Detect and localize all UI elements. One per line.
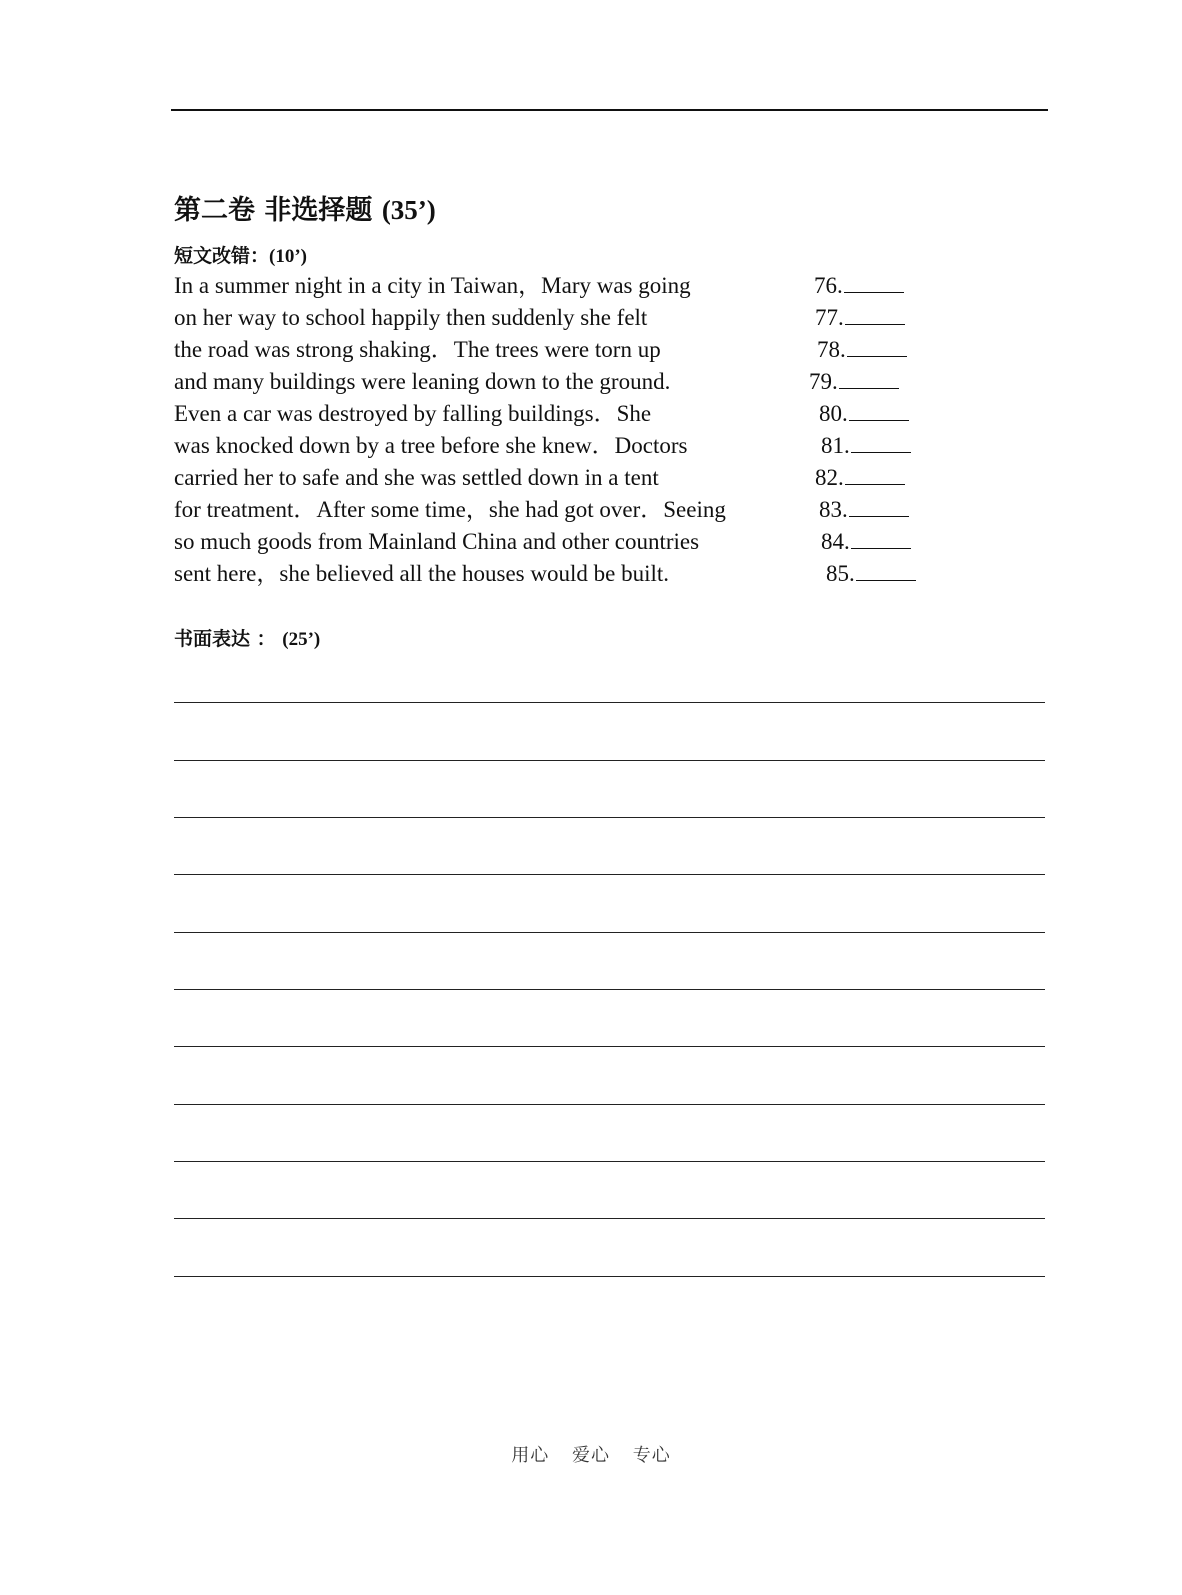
footer-item: 用心 [511, 1445, 550, 1466]
answer-slot [819, 494, 909, 526]
answer-blank[interactable] [839, 366, 899, 389]
answer-slot [819, 398, 909, 430]
passage-line: was knocked down by a tree before she knew．Doctors [174, 433, 688, 458]
answer-number: 76. [814, 273, 843, 298]
answer-blank[interactable] [851, 430, 911, 453]
answer-blank[interactable] [845, 462, 905, 485]
answer-number: 82. [815, 465, 844, 490]
answer-blank[interactable] [856, 558, 916, 581]
answer-number: 79. [809, 369, 838, 394]
passage-line: sent here，she believed all the houses would be built. [174, 561, 670, 586]
answer-number: 85. [826, 561, 855, 586]
writing-line[interactable] [174, 1104, 1045, 1105]
answer-number: 78. [817, 337, 846, 362]
answer-blank[interactable] [849, 398, 909, 421]
header-rule [171, 109, 1048, 111]
answer-slot [815, 302, 905, 334]
answer-slot [815, 462, 905, 494]
writing-line[interactable] [174, 1218, 1045, 1219]
passage-line: In a summer night in a city in Taiwan，Mary was going [174, 273, 691, 298]
answer-blank[interactable] [851, 526, 911, 549]
page-footer [0, 1441, 1182, 1467]
passage-line: on her way to school happily then suddenly she felt [174, 305, 648, 330]
writing-line[interactable] [174, 1276, 1045, 1277]
writing-line[interactable] [174, 874, 1045, 875]
writing-heading [174, 624, 320, 651]
answer-blank[interactable] [845, 302, 905, 325]
writing-line[interactable] [174, 1046, 1045, 1047]
writing-line[interactable] [174, 760, 1045, 761]
part-title-points: (35’) [381, 195, 436, 225]
answer-slot [814, 270, 904, 302]
passage-line: so much goods from Mainland China and other countries [174, 529, 700, 554]
error-correction-label: 短文改错： [174, 245, 270, 267]
part-title-label: 第二卷 非选择题 [174, 195, 373, 226]
footer-item: 爱心 [572, 1445, 610, 1466]
writing-line[interactable] [174, 702, 1045, 703]
answer-slot [809, 366, 899, 398]
writing-label: 书面表达 ： [174, 628, 276, 650]
answer-number: 80. [819, 401, 848, 426]
passage-line: and many buildings were leaning down to the ground. [174, 369, 671, 394]
part-title [174, 188, 436, 227]
writing-points: (25’) [282, 629, 321, 650]
writing-line[interactable] [174, 989, 1045, 990]
answer-slot [821, 430, 911, 462]
passage-line: for treatment．After some time，she had got over．Seeing [174, 497, 726, 522]
answer-blank[interactable] [847, 334, 907, 357]
answer-slot [817, 334, 907, 366]
answer-number: 83. [819, 497, 848, 522]
writing-line[interactable] [174, 932, 1045, 933]
error-correction-heading [174, 241, 307, 268]
footer-item: 专心 [632, 1445, 671, 1466]
answer-slot [826, 558, 916, 590]
answer-blank[interactable] [849, 494, 909, 517]
passage-line: the road was strong shaking．The trees were torn up [174, 337, 661, 362]
passage-line: Even a car was destroyed by falling buildings．She [174, 401, 652, 426]
answer-number: 81. [821, 433, 850, 458]
writing-line[interactable] [174, 1161, 1045, 1162]
answer-number: 84. [821, 529, 850, 554]
error-correction-points: (10’) [269, 246, 307, 267]
answer-number: 77. [815, 305, 844, 330]
writing-line[interactable] [174, 817, 1045, 818]
answer-slot [821, 526, 911, 558]
passage-line: carried her to safe and she was settled down in a tent [174, 465, 659, 490]
answer-blank[interactable] [844, 270, 904, 293]
